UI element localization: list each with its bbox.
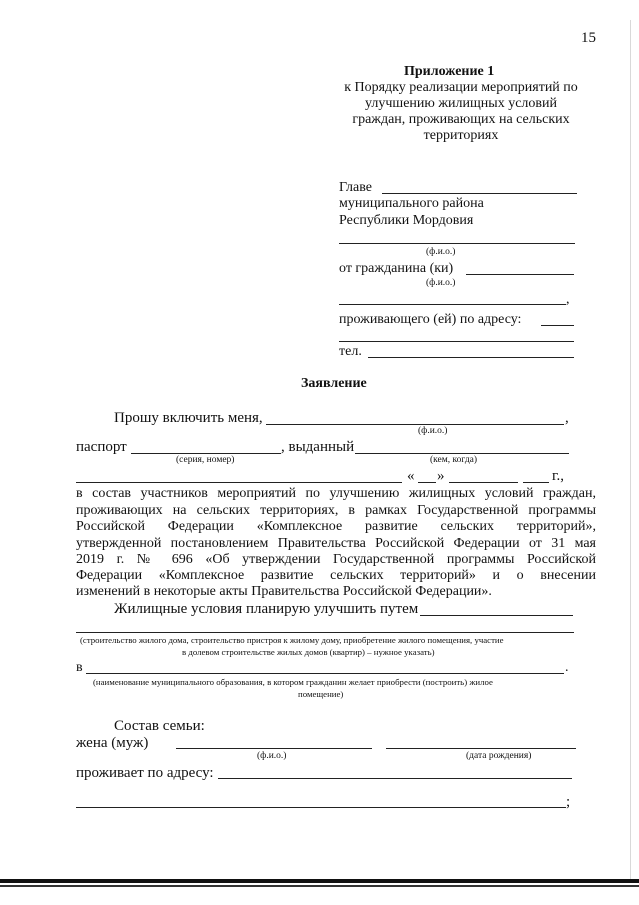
year-suffix: г., [552,468,564,484]
issue-year-field[interactable] [523,482,549,483]
appendix-line-3: граждан, проживающих на сельских [352,112,570,127]
series-hint: (серия, номер) [176,455,235,465]
living-address-field[interactable] [541,325,574,326]
municipality-hint-1: (наименование муниципального образования, в котором гражданин желает приобрести (построить) жилое [93,677,493,687]
housing-hint-1: (строительство жилого дома, строительство пристроя к жилому дому, приобретение жилого помещения, участие [80,635,504,645]
housing-method-field-2[interactable] [76,632,574,633]
appendix-line-2: улучшению жилищных условий [365,96,557,111]
in-dot: . [565,660,569,675]
spouse-fio-hint: (ф.и.о.) [257,751,287,761]
from-label: от гражданина (ки) [339,261,454,276]
body-line-1: в состав участников мероприятий по улучшению жилищных условий граждан, [76,486,596,501]
request-comma: , [565,410,569,426]
in-label: в [76,660,83,675]
head-fio-field[interactable] [339,243,575,244]
request-fio-field[interactable] [266,424,564,425]
head-name-field[interactable] [382,193,577,194]
issued-label: , выданный [281,439,355,455]
body-line-2: проживающих на сельских территориях, в рамках Государственной программы [76,503,596,518]
spouse-address-field[interactable] [218,778,572,779]
housing-hint-2: в долевом строительстве жилых домов (квартир) – нужное указать) [182,647,435,657]
spouse-birth-hint: (дата рождения) [466,751,532,761]
scan-bottom-bar-2 [0,885,639,887]
fio-hint-1: (ф.и.о.) [426,247,456,257]
tel-field[interactable] [368,357,574,358]
page-number: 15 [581,30,596,46]
housing-method-field[interactable] [420,615,573,616]
passport-series-field[interactable] [131,453,281,454]
family-title: Состав семьи: [114,718,205,734]
request-label: Прошу включить меня, [114,410,263,426]
appendix-line-1: к Порядку реализации мероприятий по [344,80,578,95]
semicolon: ; [566,794,571,810]
scan-bottom-bar [0,879,639,883]
body-line-7: изменений в некоторые акты Правительства Российской Федерации». [76,584,492,599]
body-line-4: утвержденной постановлением Правительства Российской Федерации от 31 мая [76,536,596,551]
district-label: муниципального района [339,196,484,211]
tel-label: тел. [339,344,362,359]
appendix-line-4: территориях [423,128,499,143]
body-line-3: Российской Федерации «Комплексное развитие сельских территорий», [76,519,596,534]
date-open-quote: « [407,468,415,484]
page-edge [630,20,631,880]
address-label: проживает по адресу: [76,765,214,781]
living-label: проживающего (ей) по адресу: [339,312,522,327]
spouse-address-field-2[interactable] [76,807,566,808]
date-close-quote: » [437,468,445,484]
municipality-field[interactable] [86,673,564,674]
statement-title: Заявление [301,376,367,391]
spouse-birth-field[interactable] [386,748,576,749]
issued-by-field-2[interactable] [76,482,402,483]
head-label: Главе [339,180,372,195]
republic-label: Республики Мордовия [339,213,474,228]
body-line-6: Федерации «Комплексное развитие сельских территорий» и о внесении [76,568,596,583]
applicant-field[interactable] [466,274,574,275]
municipality-hint-2: помещение) [298,689,344,699]
living-address-field-2[interactable] [339,341,574,342]
request-fio-hint: (ф.и.о.) [418,426,448,436]
spouse-label: жена (муж) [76,735,149,751]
issue-day-field[interactable] [418,482,436,483]
issue-month-field[interactable] [449,482,518,483]
issued-hint: (кем, когда) [430,455,478,465]
passport-label: паспорт [76,439,127,455]
appendix-title: Приложение 1 [404,64,495,79]
comma: , [566,292,570,307]
fio-hint-2: (ф.и.о.) [426,278,456,288]
spouse-fio-field[interactable] [176,748,372,749]
issued-by-field[interactable] [355,453,569,454]
body-line-5: 2019 г. № 696 «Об утверждении Государственной программы Российской [76,552,596,567]
housing-label: Жилищные условия планирую улучшить путем [114,601,419,617]
applicant-field-2[interactable] [339,304,566,305]
